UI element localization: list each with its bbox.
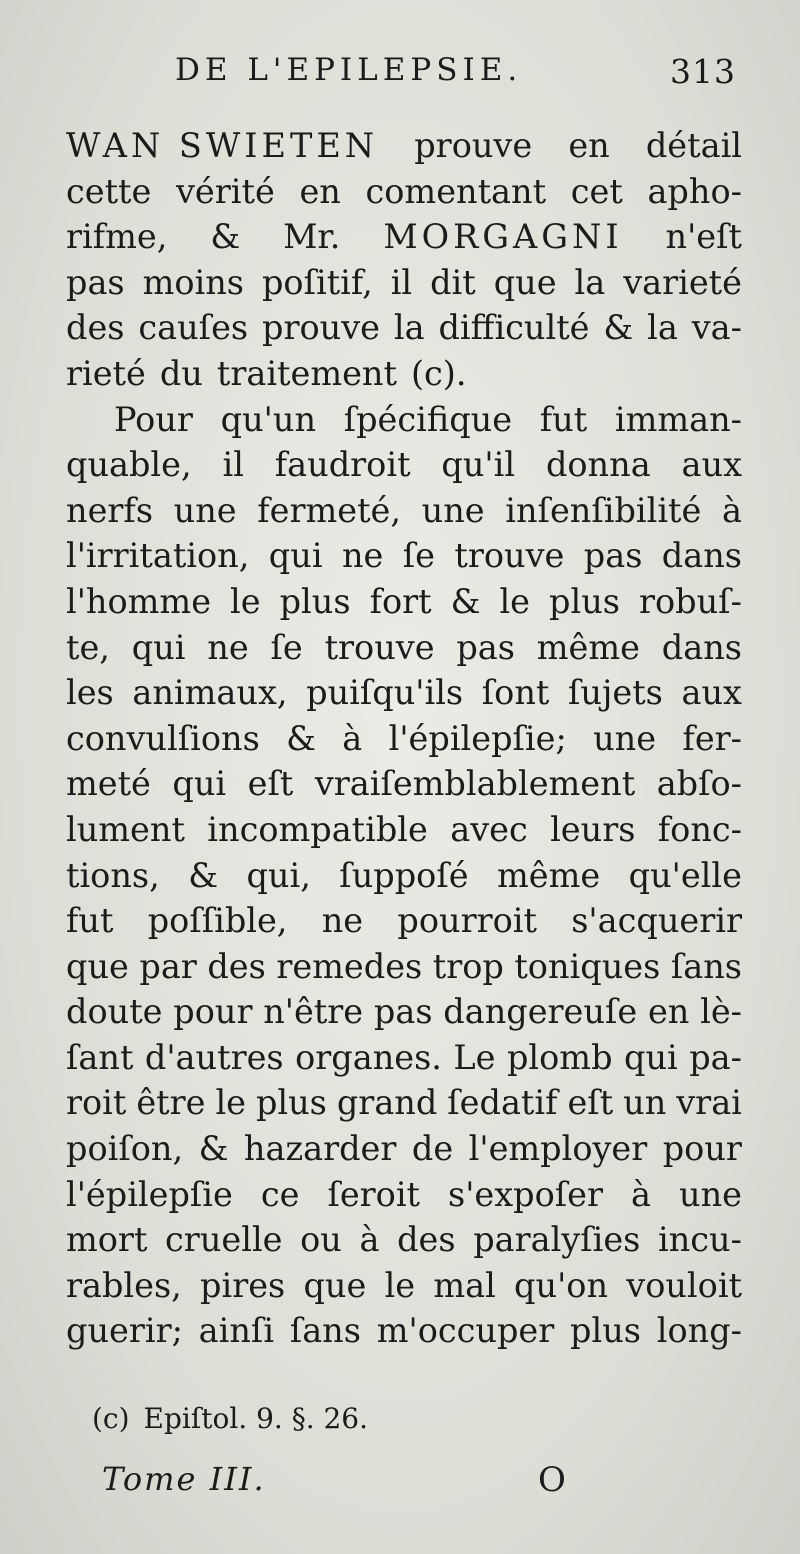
word: grand [336,1083,438,1123]
word: cet [570,171,623,211]
word: ſont [481,673,550,713]
word: organes. [295,1037,442,1077]
word: Pour [114,399,193,439]
word: à [342,718,363,758]
word: poſitif, [261,262,373,302]
word: pas [66,262,125,302]
word: les [66,673,114,713]
text-line [66,579,742,625]
word: fut [539,399,588,439]
word: & [188,855,219,895]
word: aux [681,445,742,485]
word: pourroit [397,901,537,941]
word: qui [172,764,227,804]
word: paralyſies [473,1220,641,1260]
word: nerfs [66,490,154,530]
word: donna [545,445,651,485]
word: eſt [567,1083,614,1123]
word: pour [173,992,253,1032]
word: ainſi [198,1311,275,1351]
page-header [0,52,800,102]
text-line [66,853,742,899]
word: moins [142,262,244,302]
text-line [66,214,742,260]
word: imman- [614,399,742,439]
word: traitement [216,353,397,393]
word: dans [661,627,742,667]
word: hazarder [243,1129,397,1169]
word: vérité [176,171,275,211]
word: ou [300,1220,342,1260]
word: ſant [66,1037,134,1077]
text-line [66,533,742,579]
word: une [679,1174,742,1214]
word: ſedatif [447,1083,558,1123]
word: robuſ- [638,581,742,621]
word: ſujets [568,673,663,713]
word: difficulté [438,308,590,348]
word: fer- [682,718,742,758]
word: en [299,171,341,211]
text-line [66,761,742,807]
word: que [66,946,129,986]
word: m'occuper [376,1311,555,1351]
word: s'acquerir [571,901,742,941]
text-line [66,305,742,351]
word: plus [279,581,351,621]
word: une [593,718,657,758]
word: puiſqu'ils [306,673,464,713]
word: inſenſibilité [505,490,702,530]
word: qu'un [220,399,317,439]
word: incompatible [207,809,428,849]
word: par [139,946,197,986]
word: n'être [263,992,364,1032]
word: pires [200,1265,286,1305]
word: prouve [414,126,533,165]
word: leurs [550,809,636,849]
word: l'irritation, [66,536,250,576]
page-number: 313 [670,52,736,91]
word: plus [570,1311,641,1351]
text-line [66,1035,742,1081]
word: mort [66,1220,148,1260]
word: Mr. [283,217,341,257]
word: dangereuſe [443,992,638,1032]
word: détail [645,126,742,165]
word: pas [456,627,515,667]
text-line [66,1263,742,1309]
word: & [450,581,481,621]
word: le [499,581,531,621]
word: d'autres [144,1037,284,1077]
word: cruelle [165,1220,283,1260]
word: l'épilepſie; [388,718,567,758]
footnote-text: Epiſtol. 9. §. 26. [143,1402,369,1435]
word: vrai [676,1083,742,1123]
word: du [159,353,203,393]
text-line [66,670,742,716]
word: convulſions [66,718,260,758]
word: une [173,490,237,530]
word: plus [255,1083,327,1123]
word: apho- [647,171,742,211]
word: cette [66,171,152,211]
text-line [66,944,742,990]
word: ſans [670,946,742,986]
word: eſt [247,764,294,804]
word: poſſible, [147,901,288,941]
text-line [66,442,742,488]
word: pas [373,992,433,1032]
word: dit [430,262,476,302]
word: la [574,262,606,302]
word: trouve [324,627,435,667]
word: toniques [514,946,661,986]
word: ne [207,627,249,667]
word: qui [268,536,323,576]
word: le [384,1265,416,1305]
word: en [568,126,610,165]
text-line [66,807,742,853]
word: ſe [270,627,303,667]
word: fort [369,581,432,621]
word: ſpécifique [343,399,513,439]
word: rifme, [66,217,168,257]
word: à [721,490,742,530]
word: aux [681,673,742,713]
word: même [497,855,601,895]
word: WAN SWIETEN [66,126,379,165]
word: vraiſemblablement [314,764,636,804]
word: l'épilepſie [66,1174,233,1214]
word: dans [661,536,742,576]
word: qui [131,627,186,667]
word: faudroit [274,445,411,485]
word: en [647,992,690,1032]
footnote [92,1402,382,1435]
running-title: DE L'EPILEPSIE. [175,52,523,88]
text-line [66,716,742,762]
word: ſans [289,1311,361,1351]
word: fut [66,901,114,941]
word: quable, [66,445,192,485]
word: une [421,490,485,530]
word: trop [432,946,504,986]
word: il [222,445,244,485]
word: à [631,1174,651,1214]
word: animaux, [132,673,288,713]
word: fermeté, [257,490,402,530]
word: des [207,946,266,986]
word: avec [450,809,528,849]
word: qu'elle [628,855,742,895]
text-line [66,123,742,169]
word: ne [341,536,384,576]
word: ne [321,901,364,941]
text-line [66,397,742,443]
text-line [66,1080,742,1126]
text-line [66,898,742,944]
word: pour [662,1129,742,1169]
word: ce [260,1174,300,1214]
word: pa- [689,1037,742,1077]
word: de [411,1129,454,1169]
text-line [66,625,742,671]
word: la [393,308,425,348]
word: Le [453,1037,496,1077]
word: doute [66,992,163,1032]
word: long- [656,1311,742,1351]
footnote-marker: (c) [92,1402,130,1435]
word: s'expoſer [448,1174,604,1214]
word: & [198,1129,229,1169]
text-line [66,989,742,1035]
word: abſo- [656,764,742,804]
word: un [623,1083,667,1123]
word: & [210,217,241,257]
word: rables, [66,1265,182,1305]
word: que [493,262,557,302]
text-line [66,1172,742,1218]
text-line [66,488,742,534]
word: n'eſt [665,217,742,257]
word: mal [433,1265,496,1305]
word: MORGAGNI [383,217,623,257]
body-text [66,123,742,1354]
text-line [66,260,742,306]
text-line [66,1217,742,1263]
word: ſeroit [327,1174,421,1214]
word: l'homme [66,581,212,621]
word: qu'il [441,445,516,485]
word: meté [66,764,151,804]
word: comentant [365,171,547,211]
word: tions, [66,855,160,895]
page-footer [0,1460,800,1510]
word: à [359,1220,380,1260]
word: & [603,308,634,348]
word: le [230,581,261,621]
signature-mark: O [538,1460,566,1500]
word: & [286,718,316,758]
word: il [390,262,413,302]
word: vouloit [626,1265,742,1305]
word: fonc- [657,809,742,849]
word: ſe [402,536,435,576]
word: le [215,1083,246,1123]
text-line [66,351,742,397]
word: plus [549,581,620,621]
word: prouve [262,308,380,348]
word: qu'on [514,1265,609,1305]
word: cauſes [138,308,249,348]
word: pas [583,536,643,576]
word: poiſon, [66,1129,184,1169]
word: rieté [66,353,146,393]
word: même [536,627,640,667]
word: (c). [410,353,467,393]
word: être [136,1083,206,1123]
word: varieté [623,262,742,302]
word: va- [691,308,742,348]
volume-signature: Tome III. [102,1460,266,1498]
word: guerir; [66,1311,183,1351]
word: remedes [276,946,423,986]
text-line [66,1126,742,1172]
word: plomb [506,1037,613,1077]
word: te, [66,627,110,667]
text-line [66,1308,742,1354]
word: incu- [658,1220,742,1260]
word: l'employer [468,1129,648,1169]
word: des [397,1220,456,1260]
word: lè- [700,992,742,1032]
word: la [647,308,678,348]
word: que [303,1265,367,1305]
text-line [66,169,742,215]
word: qui [624,1037,678,1077]
word: des [66,308,125,348]
word: roit [66,1083,127,1123]
word: lument [66,809,185,849]
word: trouve [454,536,565,576]
word: ſuppoſé [339,855,469,895]
word: qui, [246,855,311,895]
